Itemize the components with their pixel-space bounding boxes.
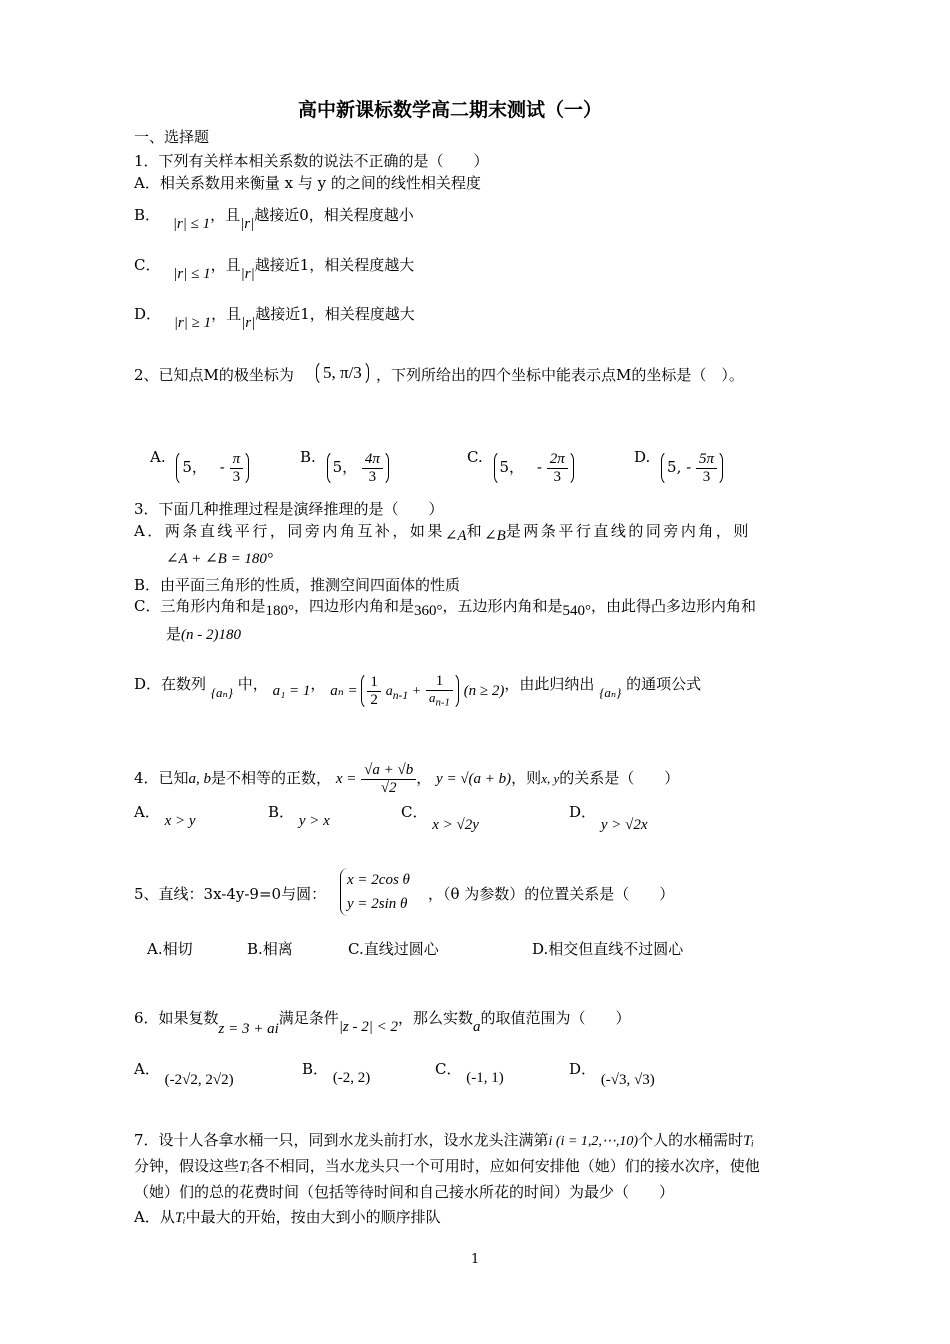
q3-option-c [134, 597, 757, 619]
math-expr: a [473, 1019, 481, 1035]
math-expr: |z - 2| < 2 [338, 1019, 399, 1035]
text: - [219, 458, 225, 476]
math-expr: ∠B [484, 528, 506, 544]
q1-option-b [134, 206, 414, 232]
denominator: 3 [702, 468, 711, 485]
text: 和 [466, 522, 485, 540]
text: A．两条直线平行，同旁内角互补，如果 [134, 522, 445, 540]
q7-line-3: （她）们的总的花费时间（包括等待时间和自己接水所花的时间）为最少（ ） [134, 1183, 675, 1201]
equation: y = 2sin θ [347, 896, 408, 912]
q1-option-a: A．相关系数用来衡量 x 与 y 的之间的线性相关程度 [134, 174, 481, 192]
math-expr: 360° [414, 603, 443, 619]
option-label: B． [302, 1060, 329, 1078]
text: ，那么实数 [398, 1009, 474, 1027]
q7-line-2 [134, 1157, 760, 1176]
q3-option-d [134, 666, 702, 709]
q6-option-c [435, 1060, 504, 1086]
text: A．从 [134, 1208, 175, 1226]
q6-option-b [302, 1060, 371, 1086]
q2-option-b [300, 440, 389, 485]
section-heading: 一、选择题 [134, 128, 210, 146]
q4-option-c [401, 803, 479, 833]
q2-option-c [467, 440, 574, 485]
math-expr: (-√3, √3) [600, 1072, 655, 1088]
q1-stem: 1．下列有关样本相关系数的说法不正确的是（ ） [134, 152, 489, 170]
q1-option-d [134, 305, 415, 331]
text: 中最大的开始，按由大到小的顺序排队 [185, 1208, 441, 1226]
q4-option-a [134, 803, 196, 829]
numerator: 5π [696, 451, 717, 469]
q5-system [340, 868, 410, 916]
denominator: 3 [232, 468, 241, 485]
text: ，五边形内角和是 [442, 597, 563, 615]
text: ，由此得凸多边形内角和 [591, 597, 757, 615]
denominator: √2 [380, 779, 397, 796]
text: 5， [182, 458, 207, 476]
math-expr: |r| ≥ 1 [173, 315, 212, 331]
q5-stem-post: ，（θ 为参数）的位置关系是（ ） [428, 885, 675, 903]
text: 6．如果复数 [134, 1009, 219, 1027]
option-label: A． [134, 803, 160, 821]
q3-stem: 3．下面几种推理过程是演绎推理的是（ ） [134, 500, 444, 518]
q3-option-a-formula: ∠A + ∠B = 180° [166, 551, 273, 567]
option-label: D． [569, 1060, 597, 1078]
option-label: C． [435, 1060, 462, 1078]
text: D．在数列 [134, 675, 207, 693]
option-label: B. [300, 448, 316, 466]
page-title: 高中新课标数学高二期末测试（一） [298, 99, 603, 121]
option-label: B． [134, 206, 161, 224]
q2-option-a [150, 440, 249, 485]
text: 7．设十人各拿水桶一只，同到水龙头前打水，设水龙头注满第 [134, 1131, 549, 1149]
text: - [686, 458, 692, 476]
text: 5， [499, 458, 525, 476]
math-expr: x > √2y [432, 817, 479, 833]
math-expr: x, y [541, 771, 560, 786]
denominator: 3 [368, 468, 377, 485]
math-expr: |r| ≤ 1 [173, 266, 211, 282]
text: ，且 [210, 256, 241, 274]
text: ， [416, 769, 432, 787]
q2-option-d [634, 440, 723, 485]
math-expr: |r| ≤ 1 [172, 216, 211, 232]
text: 的关系是（ ） [559, 769, 680, 787]
math-expr: 5, π/3 [323, 363, 362, 382]
math-expr: x > y [164, 813, 196, 829]
math-expr: {aₙ} [210, 685, 233, 700]
math-expr: y = √(a + b) [436, 771, 512, 787]
math-expr: 540° [562, 603, 592, 619]
math-expr: (n - 2)180 [181, 627, 242, 643]
q3-option-a [134, 522, 751, 544]
math-expr: |r| [240, 266, 255, 282]
text: ，且 [211, 305, 242, 323]
text: ，四边形内角和是 [293, 597, 414, 615]
option-label: C． [401, 803, 428, 821]
math-expr: Tᵢ [174, 1210, 186, 1226]
text: 是不相等的正数， [211, 769, 332, 787]
math-expr: y > x [298, 813, 330, 829]
option-label: C. [467, 448, 483, 466]
text: C．三角形内角和是 [134, 597, 266, 615]
math-expr: a₁ = 1 [272, 683, 311, 699]
q4-option-d [569, 803, 648, 833]
recursion-expr: $\frac{1}{2}$ $a_{n-1}$ + $\frac{1}{a_{n-1}}$ [361, 672, 459, 710]
option-label: C． [134, 256, 161, 274]
text: 越接近0，相关程度越小 [254, 206, 414, 224]
math-expr: y > √2x [600, 817, 648, 833]
math-expr: Tᵢ [743, 1133, 754, 1149]
q5-option-d: D.相交但直线不过圆心 [532, 940, 684, 958]
denominator: 3 [553, 468, 561, 485]
math-expr: {aₙ} [599, 685, 622, 700]
numerator: 4π [362, 451, 383, 469]
text: ， [310, 675, 326, 693]
q5-stem-pre: 5、直线：3x-4y-9=0与圆： [134, 885, 327, 903]
q3-option-c-cont [166, 625, 241, 644]
text: ，且 [210, 206, 241, 224]
option-label: A． [134, 1060, 160, 1078]
text: ，由此归纳出 [504, 675, 595, 693]
math-expr: x = [335, 771, 357, 787]
math-expr: aₙ = [330, 683, 362, 699]
math-expr: (-1, 1) [466, 1070, 504, 1086]
math-expr: (n ≥ 2) [463, 683, 505, 699]
q6-stem [134, 1009, 631, 1037]
text: 是 [166, 625, 182, 643]
math-expr: Tᵢ [239, 1159, 250, 1175]
text: 个人的水桶需时 [638, 1131, 744, 1149]
q3-option-b: B．由平面三角形的性质，推测空间四面体的性质 [134, 576, 461, 594]
text: 4．已知 [134, 769, 189, 787]
math-expr: ∠A [444, 528, 467, 544]
math-expr: (-2√2, 2√2) [164, 1072, 234, 1088]
option-label: D． [134, 305, 162, 323]
math-expr: |r| [240, 216, 255, 232]
option-label: A. [150, 448, 166, 466]
q2-coord [316, 360, 369, 386]
math-expr: z = 3 + ai [218, 1021, 279, 1037]
q6-option-a [134, 1060, 234, 1088]
q7-option-a [134, 1208, 441, 1227]
text: 各不相同，当水龙头只一个可用时，应如何安排他（她）们的接水次序，使他 [249, 1157, 760, 1175]
page-number: 1 [471, 1252, 480, 1267]
math-expr: |r| [241, 315, 256, 331]
math-expr: a, b [188, 771, 212, 787]
q6-option-d [569, 1060, 655, 1088]
numerator: 2π [547, 451, 568, 469]
q5-option-c: C.直线过圆心 [348, 940, 439, 958]
text: 分钟，假设这些 [134, 1157, 240, 1175]
numerator: π [230, 451, 244, 469]
text: ，则 [511, 769, 542, 787]
q1-option-c [134, 256, 415, 282]
q2-stem-post: ，下列所给出的四个坐标中能表示点M的坐标是（ ）。 [376, 366, 744, 384]
q2-stem-pre: 2、已知点M的极坐标为 [134, 366, 294, 384]
text: 满足条件 [278, 1009, 339, 1027]
math-expr: (-2, 2) [332, 1070, 371, 1086]
text: 越接近1，相关程度越大 [255, 305, 415, 323]
q7-line-1 [134, 1131, 754, 1151]
text: 越接近1，相关程度越大 [254, 256, 415, 274]
option-label: D. [634, 448, 651, 466]
option-label: D． [569, 803, 597, 821]
option-label: B． [268, 803, 295, 821]
equation: x = 2cos θ [347, 872, 410, 888]
q4-stem [134, 762, 679, 796]
text: - [536, 458, 542, 476]
text: 的取值范围为（ ） [480, 1009, 631, 1027]
numerator: √a + √b [361, 762, 416, 780]
q4-option-b [268, 803, 330, 829]
text: 5， [332, 458, 358, 476]
math-expr: 180° [265, 603, 294, 619]
text: 中， [237, 675, 268, 693]
text: 5, [667, 458, 687, 476]
q5-option-a: A.相切 [147, 940, 193, 958]
text: 是两条平行直线的同旁内角，则 [505, 522, 751, 540]
q5-option-b: B.相离 [247, 940, 293, 958]
math-expr: i (i = 1,2,⋯,10) [548, 1134, 639, 1149]
text: 的通项公式 [626, 675, 702, 693]
